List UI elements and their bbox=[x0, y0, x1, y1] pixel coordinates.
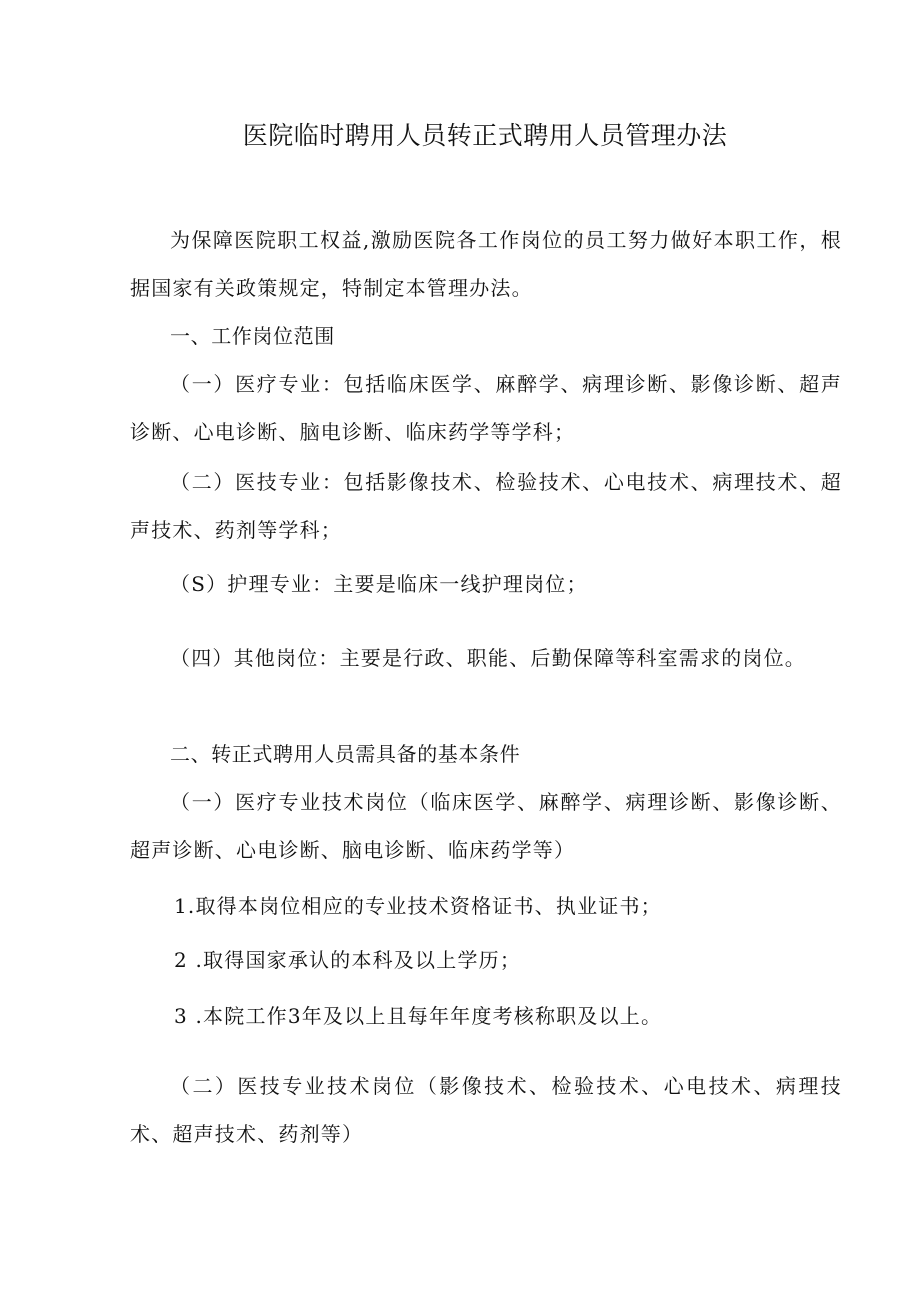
condition-item-2: 2 .取得国家承认的本科及以上学历； bbox=[174, 948, 522, 972]
section-heading-conditions: 二、转正式聘用人员需具备的基本条件 bbox=[170, 742, 521, 766]
document-title: 医院临时聘用人员转正式聘用人员管理办法 bbox=[242, 121, 728, 150]
scope-item-medical: （一）医疗专业：包括临床医学、麻醉学、病理诊断、影像诊断、超声诊断、心电诊断、脑电诊断、临床药学等学科； bbox=[130, 372, 842, 444]
condition-item-3: 3 .本院工作3年及以上且每年年度考核称职及以上。 bbox=[174, 1004, 663, 1028]
intro-paragraph: 为保障医院职工权益,激励医院各工作岗位的员工努力做好本职工作，根据国家有关政策规定，特制定本管理办法。 bbox=[130, 228, 842, 300]
condition-item-1: 1.取得本岗位相应的专业技术资格证书、执业证书； bbox=[174, 894, 662, 918]
conditions-sub-medical: （一）医疗专业技术岗位（临床医学、麻醉学、病理诊断、影像诊断、超声诊断、心电诊断、脑电诊断、临床药学等） bbox=[130, 790, 842, 862]
scope-item-medtech: （二）医技专业：包括影像技术、检验技术、心电技术、病理技术、超声技术、药剂等学科； bbox=[130, 470, 842, 542]
conditions-sub-medtech: （二）医技专业技术岗位（影像技术、检验技术、心电技术、病理技术、超声技术、药剂等） bbox=[130, 1074, 842, 1146]
scope-item-other: （四）其他岗位：主要是行政、职能、后勤保障等科室需求的岗位。 bbox=[170, 646, 806, 670]
scope-item-nursing: （S）护理专业：主要是临床一线护理岗位； bbox=[170, 572, 588, 596]
section-heading-scope: 一、工作岗位范围 bbox=[170, 324, 335, 348]
